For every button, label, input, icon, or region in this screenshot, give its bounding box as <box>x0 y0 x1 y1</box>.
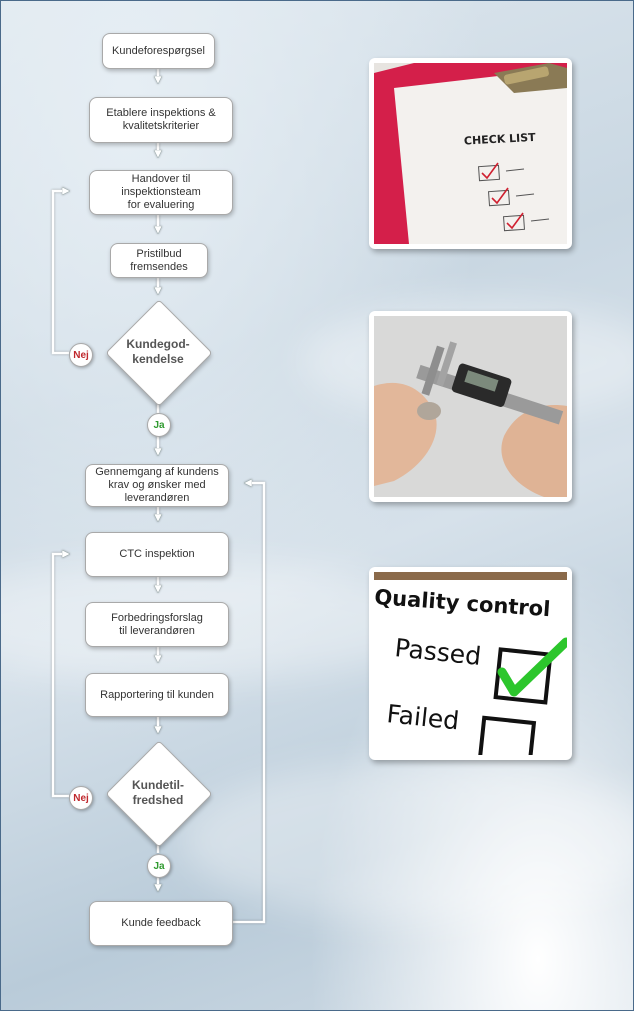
checklist-photo <box>369 58 572 249</box>
loop-line-feedback <box>233 483 264 922</box>
quality-title: Quality control <box>374 585 552 622</box>
decision-kundetilfredshed <box>107 742 209 844</box>
decision-label: Kundegod- kendelse <box>126 337 190 366</box>
decision-label: Kundetil- fredshed <box>132 778 184 807</box>
step-handover: Handover til inspektionsteam for evaluering <box>89 170 233 215</box>
quality-control-photo <box>369 567 572 760</box>
loop-line-nej-1 <box>53 191 69 353</box>
step-kundeforespoergsel: Kundeforespørgsel <box>102 33 215 69</box>
step-gennemgang: Gennemgang af kundens krav og ønsker med leverandøren <box>85 464 229 507</box>
nej-badge: Nej <box>69 343 93 367</box>
passed-label: Passed <box>393 633 483 672</box>
decision-kundegodkendelse <box>107 301 209 403</box>
step-etablere-kriterier: Etablere inspektions & kvalitetskriterier <box>89 97 233 143</box>
step-kunde-feedback: Kunde feedback <box>89 901 233 946</box>
step-pristilbud: Pristilbud fremsendes <box>110 243 208 278</box>
ja-badge: Ja <box>147 413 171 437</box>
nej-badge: Nej <box>69 786 93 810</box>
caliper-photo <box>369 311 572 502</box>
loop-line-nej-2 <box>53 554 69 796</box>
failed-label: Failed <box>385 699 461 736</box>
step-ctc-inspektion: CTC inspektion <box>85 532 229 577</box>
ja-badge: Ja <box>147 854 171 878</box>
checklist-title: CHECK LIST <box>463 130 536 148</box>
step-forbedringsforslag: Forbedringsforslag til leverandøren <box>85 602 229 647</box>
step-rapportering: Rapportering til kunden <box>85 673 229 717</box>
